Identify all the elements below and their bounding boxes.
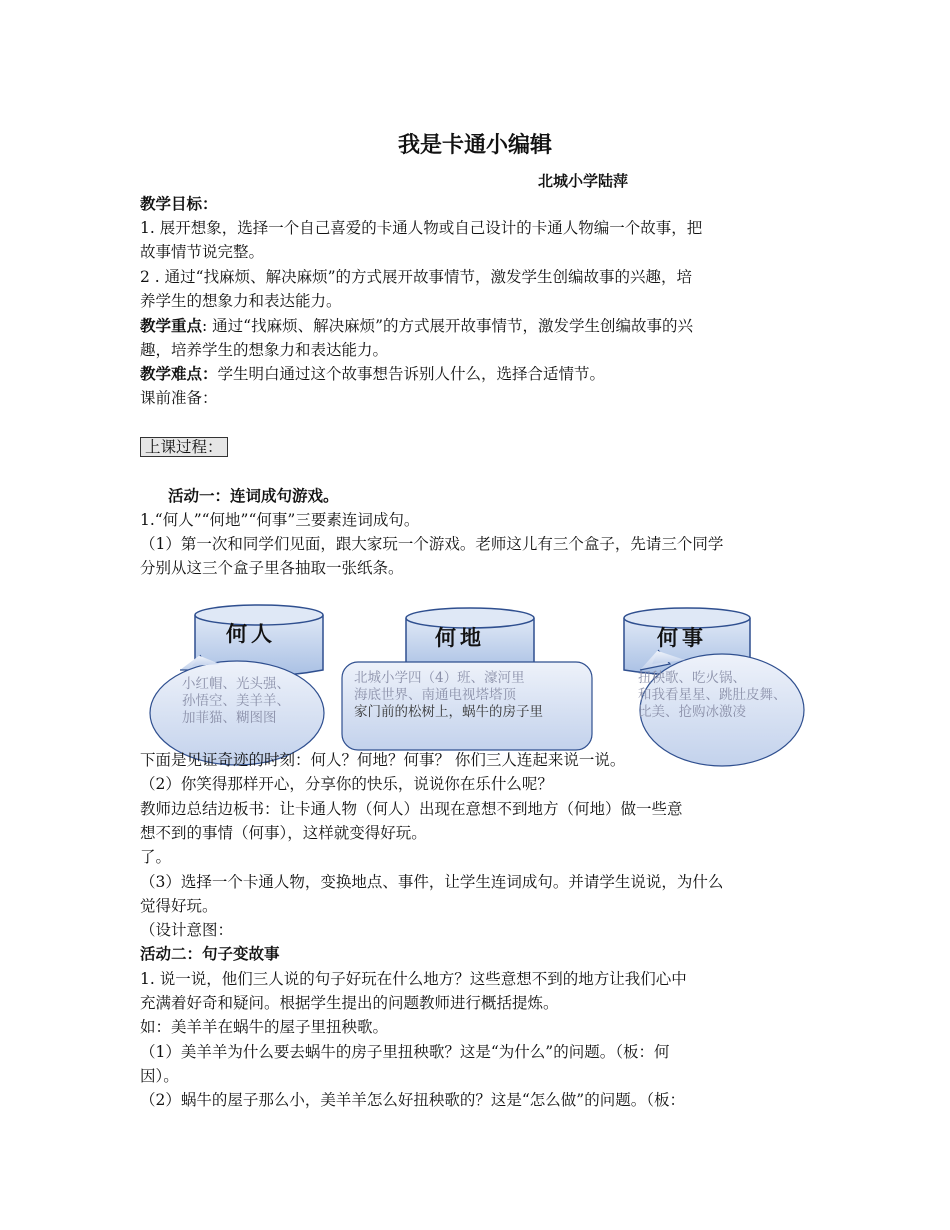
what-option-line-3: 比美、抢购冰激凌 (638, 704, 746, 720)
three-elements-diagram (140, 600, 820, 770)
difficulty-line (140, 362, 812, 386)
le-line: 了。 (140, 848, 172, 866)
key-point-line-1 (140, 314, 812, 338)
activity-1-para-3-line-1: （3）选择一个卡通人物，变换地点、事件，让学生连词成句。并请学生说说，为什么 (140, 873, 724, 891)
key-point-text: : 通过“找麻烦、解决麻烦”的方式展开故事情节，激发学生创编故事的兴 (202, 317, 694, 335)
example-line: 如：美羊羊在蜗牛的屋子里扭秧歌。 (140, 1018, 389, 1036)
where-options (354, 670, 543, 721)
activity-1-para-1-line-2: 分别从这三个盒子里各抽取一张纸条。 (140, 559, 404, 577)
author-line: 北城小学陆萍 (538, 172, 629, 190)
what-label: 何事 (657, 626, 707, 650)
after-diagram-line: 下面是见证奇迹的时刻：何人？何地？何事？ 你们三人连起来说一说。 (140, 751, 626, 769)
who-label: 何人 (226, 622, 276, 646)
activity-1-para-3-line-2: 觉得好玩。 (140, 897, 218, 915)
what-options (638, 670, 787, 721)
what-option-line-1: 扭秧歌、吃火锅、 (638, 670, 746, 686)
goal-2-line-2: 养学生的想象力和表达能力。 (140, 292, 342, 310)
activity-2-item-1-line-1: 1. 说一说，他们三人说的句子好玩在什么地方？这些意想不到的地方让我们心中 (140, 970, 687, 988)
document-title: 我是卡通小编辑 (397, 133, 552, 158)
goals-heading: 教学目标： (140, 195, 218, 213)
where-option-line-1: 北城小学四（4）班、濠河里 (354, 670, 525, 686)
key-point-label: 教学重点 (140, 317, 203, 335)
question-2-line-1: （2）蜗牛的屋子那么小，美羊羊怎么好扭秧歌的？这是“怎么做”的问题。（板： (140, 1091, 685, 1109)
board-note-line-1: 教师边总结边板书：让卡通人物（何人）出现在意想不到地方（何地）做一些意 (140, 800, 683, 818)
question-1-line-2: 因）。 (140, 1067, 179, 1085)
process-boxed-label: 上课过程： (140, 437, 228, 457)
goal-1-line-2: 故事情节说完整。 (140, 243, 265, 261)
question-1-line-1: （1）美羊羊为什么要去蜗牛的房子里扭秧歌？这是“为什么”的问题。（板：何 (140, 1043, 670, 1061)
goal-1-line-1: 1. 展开想象，选择一个自己喜爱的卡通人物或自己设计的卡通人物编一个故事，把 (140, 219, 703, 237)
activity-1-para-1-line-1: （1）第一次和同学们见面，跟大家玩一个游戏。老师这儿有三个盒子，先请三个同学 (140, 535, 724, 553)
board-note-line-2: 想不到的事情（何事），这样就变得好玩。 (140, 824, 427, 842)
key-point-line-2: 趣，培养学生的想象力和表达能力。 (140, 341, 389, 359)
difficulty-text: 学生明白通过这个故事想告诉别人什么，选择合适情节。 (217, 365, 606, 383)
activity-2-heading: 活动二：句子变故事 (140, 945, 280, 963)
activity-1-para-2: （2）你笑得那样开心，分享你的快乐，说说你在乐什么呢？ (140, 775, 553, 793)
process-line (140, 435, 812, 459)
who-option-line-2: 孙悟空、美羊羊、 (182, 693, 290, 709)
where-option-line-3: 家门前的松树上，蜗牛的房子里 (354, 704, 543, 720)
where-label: 何地 (435, 626, 485, 650)
activity-1-item-1: 1.“何人”“何地”“何事”三要素连词成句。 (140, 511, 420, 529)
who-options (182, 676, 290, 727)
activity-2-item-1-line-2: 充满着好奇和疑问。根据学生提出的问题教师进行概括提炼。 (140, 994, 559, 1012)
who-option-line-3: 加菲猫、糊图图 (182, 710, 277, 726)
preparation-line: 课前准备： (140, 389, 218, 407)
design-intent-line: （设计意图： (140, 921, 234, 939)
goal-2-line-1: 2 . 通过“找麻烦、解决麻烦”的方式展开故事情节，激发学生创编故事的兴趣，培 (140, 268, 692, 286)
what-option-line-2: 和我看星星、跳肚皮舞、 (638, 687, 787, 703)
who-option-line-1: 小红帽、光头强、 (182, 676, 290, 692)
activity-1-heading: 活动一：连词成句游戏。 (168, 487, 339, 505)
difficulty-label: 教学难点： (140, 365, 218, 383)
where-option-line-2: 海底世界、南通电视塔塔顶 (354, 687, 516, 703)
